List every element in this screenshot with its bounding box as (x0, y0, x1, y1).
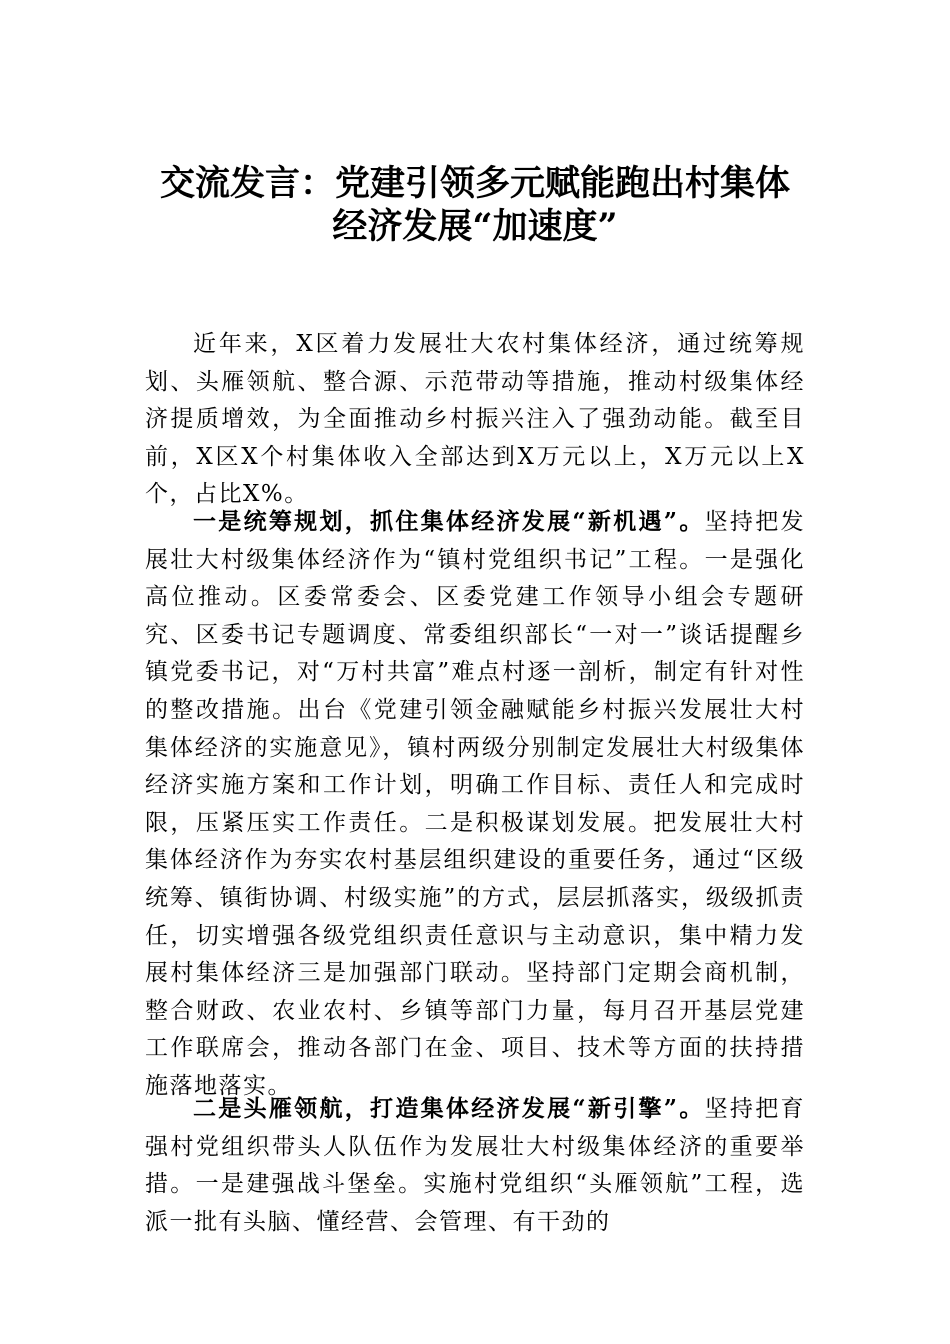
paragraph-section-1 (145, 503, 805, 1106)
document-title-line-1: 交流发言：党建引领多元赋能跑出村集体 (159, 163, 790, 204)
paragraph-lead: 一是统筹规划，抓住集体经济发展“新机遇”。 (193, 508, 705, 535)
paragraph-body: 坚持把育强村党组织带头人队伍作为发展壮大村级集体经济的重要举措。一是建强战斗堡垒。实施村党组织“头雁领航”工程，选派一批有头脑、懂经营、会管理、有干劲的 (145, 1096, 806, 1235)
paragraph-lead: 二是头雁领航，打造集体经济发展“新引擎”。 (193, 1095, 705, 1122)
paragraph-body: 近年来，X区着力发展壮大农村集体经济，通过统筹规划、头雁领航、整合源、示范带动等措施，推动村级集体经济提质增效，为全面推动乡村振兴注入了强劲动能。截至目前，X区X个村集体收入全部达到X万元以上，X万元以上X个，占比X%。 (145, 331, 805, 508)
document-title-line-2: 经济发展“加速度” (332, 206, 618, 247)
paragraph-section-2 (145, 1090, 805, 1241)
paragraph-body: 坚持把发展壮大村级集体经济作为“镇村党组织书记”工程。一是强化高位推动。区委常委会、区委党建工作领导小组会专题研究、区委书记专题调度、常委组织部长“一对一”谈话提醒乡镇党委书记，对“万村共富”难点村逐一剖析，制定有针对性的整改措施。出台《党建引领金融赋能乡村振兴发展壮大村集体经济的实施意见》，镇村两级分别制定发展壮大村级集体经济实施方案和工作计划，明确工作目标、责任人和完成时限，压紧压实工作责任。二是积极谋划发展。把发展壮大村集体经济作为夯实农村基层组织建设的重要任务，通过“区级统筹、镇街协调、村级实施”的方式，层层抓落实，级级抓责任，切实增强各级党组织责任意识与主动意识，集中精力发展村集体经济三是加强部门联动。坚持部门定期会商机制，整合财政、农业农村、乡镇等部门力量，每月召开基层党建工作联席会，推动各部门在金、项目、技术等方面的扶持措施落地落实。 (145, 509, 806, 1099)
paragraph-intro (145, 325, 805, 514)
